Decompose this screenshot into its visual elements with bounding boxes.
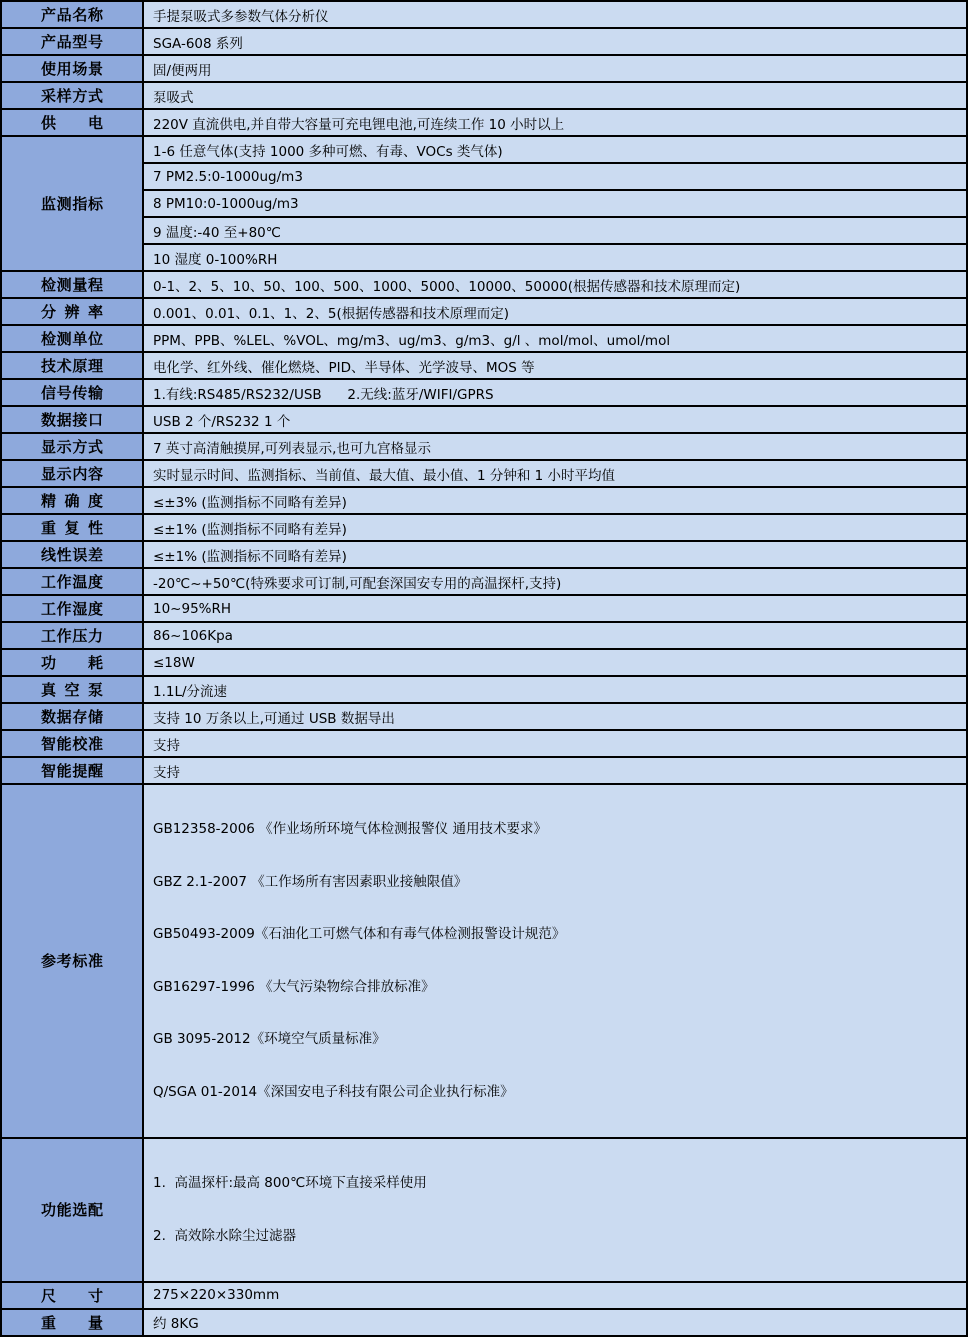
row-power-consumption xyxy=(1,649,967,676)
label-text: 精确度 xyxy=(41,492,103,510)
row-value: 支持 10 万条以上,可通过 USB 数据导出 xyxy=(143,703,967,730)
row-monitoring-indicator-2 xyxy=(1,163,967,190)
row-value: 固/便两用 xyxy=(143,55,967,82)
row-label xyxy=(1,703,143,730)
row-label xyxy=(1,568,143,595)
row-smart-reminder xyxy=(1,757,967,784)
row-value: USB 2 个/RS232 1 个 xyxy=(143,406,967,433)
row-data-storage xyxy=(1,703,967,730)
row-accuracy xyxy=(1,487,967,514)
row-power-supply xyxy=(1,109,967,136)
label-text: 智能校准 xyxy=(41,735,103,753)
label-text: 线性误差 xyxy=(41,546,103,564)
row-value: 手提泵吸式多参数气体分析仪 xyxy=(143,1,967,28)
row-label xyxy=(1,352,143,379)
row-label xyxy=(1,784,143,1138)
label-text: 参考标准 xyxy=(41,952,103,971)
reference-standard-line: GB50493-2009《石油化工可燃气体和有毒气体检测报警设计规范》 xyxy=(153,926,566,943)
row-detection-unit xyxy=(1,325,967,352)
row-repeatability xyxy=(1,514,967,541)
row-label xyxy=(1,514,143,541)
monitoring-indicator-5: 10 湿度 0-100%RH xyxy=(143,244,967,271)
row-value: 220V 直流供电,并自带大容量可充电锂电池,可连续工作 10 小时以上 xyxy=(143,109,967,136)
row-linearity-error xyxy=(1,541,967,568)
label-text: 数据存储 xyxy=(41,708,103,726)
row-value: -20℃~+50℃(特殊要求可订制,可配套深国安专用的高温探杆,支持) xyxy=(143,568,967,595)
label-text: 工作压力 xyxy=(41,627,103,645)
reference-standard-line: GB16297-1996 《大气污染物综合排放标准》 xyxy=(153,978,435,995)
label-text: 产品名称 xyxy=(41,6,103,24)
row-detection-range xyxy=(1,271,967,298)
row-optional-functions xyxy=(1,1138,967,1282)
label-text: 采样方式 xyxy=(41,87,103,105)
row-working-pressure xyxy=(1,622,967,649)
row-value: 实时显示时间、监测指标、当前值、最大值、最小值、1 分钟和 1 小时平均值 xyxy=(143,460,967,487)
row-label xyxy=(1,1282,143,1309)
row-display-mode xyxy=(1,433,967,460)
row-label xyxy=(1,487,143,514)
label-text: 显示内容 xyxy=(41,465,103,483)
row-value: ≤±1% (监测指标不同略有差异) xyxy=(143,541,967,568)
row-label xyxy=(1,28,143,55)
reference-standard-line: GB12358-2006 《作业场所环境气体检测报警仪 通用技术要求》 xyxy=(153,821,547,837)
row-value: ≤±1% (监测指标不同略有差异) xyxy=(143,514,967,541)
optional-function-line: 2. 高效除水除尘过滤器 xyxy=(153,1227,296,1244)
row-label xyxy=(1,433,143,460)
row-weight xyxy=(1,1309,967,1336)
row-value: 0.001、0.01、0.1、1、2、5(根据传感器和技术原理而定) xyxy=(143,298,967,325)
row-label xyxy=(1,541,143,568)
row-label xyxy=(1,622,143,649)
row-value: 泵吸式 xyxy=(143,82,967,109)
row-label xyxy=(1,55,143,82)
label-text: 功能选配 xyxy=(41,1201,103,1220)
row-value xyxy=(143,784,967,1138)
reference-standard-line: Q/SGA 01-2014《深国安电子科技有限公司企业执行标准》 xyxy=(153,1083,514,1100)
row-monitoring-indicator-3 xyxy=(1,190,967,217)
row-label xyxy=(1,379,143,406)
label-text: 检测量程 xyxy=(41,276,103,294)
label-text: 供电 xyxy=(41,114,103,132)
row-technical-principle xyxy=(1,352,967,379)
row-monitoring-indicator-5 xyxy=(1,244,967,271)
label-text: 尺寸 xyxy=(41,1286,103,1305)
row-data-interface xyxy=(1,406,967,433)
row-resolution xyxy=(1,298,967,325)
row-smart-calibration xyxy=(1,730,967,757)
row-monitoring-indicators xyxy=(1,136,967,163)
row-label xyxy=(1,82,143,109)
row-value: 支持 xyxy=(143,757,967,784)
row-value: ≤18W xyxy=(143,649,967,676)
row-label xyxy=(1,1138,143,1282)
label-text: 技术原理 xyxy=(41,357,103,375)
row-label xyxy=(1,271,143,298)
row-label xyxy=(1,649,143,676)
row-dimensions xyxy=(1,1282,967,1309)
row-working-temperature xyxy=(1,568,967,595)
monitoring-indicator-2: 7 PM2.5:0-1000ug/m3 xyxy=(143,163,967,190)
monitoring-indicator-1: 1-6 任意气体(支持 1000 多种可燃、有毒、VOCs 类气体) xyxy=(143,136,967,163)
row-product-model xyxy=(1,28,967,55)
row-value: ≤±3% (监测指标不同略有差异) xyxy=(143,487,967,514)
label-text: 产品型号 xyxy=(41,33,103,51)
monitoring-indicator-4: 9 温度:-40 至+80℃ xyxy=(143,217,967,244)
row-label xyxy=(1,1,143,28)
label-text: 工作温度 xyxy=(41,573,103,591)
reference-standard-line: GB 3095-2012《环境空气质量标准》 xyxy=(153,1031,386,1048)
row-label xyxy=(1,1309,143,1336)
label-text: 检测单位 xyxy=(41,330,103,348)
row-usage-scenario xyxy=(1,55,967,82)
reference-standard-line: GBZ 2.1-2007 《工作场所有害因素职业接触限值》 xyxy=(153,873,468,890)
row-monitoring-indicator-4 xyxy=(1,217,967,244)
row-label xyxy=(1,136,143,271)
row-value: 电化学、红外线、催化燃烧、PID、半导体、光学波导、MOS 等 xyxy=(143,352,967,379)
label-text: 重量 xyxy=(41,1313,103,1332)
row-label xyxy=(1,325,143,352)
monitoring-indicator-3: 8 PM10:0-1000ug/m3 xyxy=(143,190,967,217)
row-label xyxy=(1,595,143,622)
row-value xyxy=(143,1138,967,1282)
row-reference-standards xyxy=(1,784,967,1138)
label-text: 使用场景 xyxy=(41,60,103,78)
row-signal-transmission xyxy=(1,379,967,406)
label-text: 功耗 xyxy=(41,654,103,672)
row-label xyxy=(1,757,143,784)
row-value: 1.有线:RS485/RS232/USB 2.无线:蓝牙/WIFI/GPRS xyxy=(143,379,967,406)
label-text: 数据接口 xyxy=(41,411,103,429)
row-display-content xyxy=(1,460,967,487)
row-label xyxy=(1,460,143,487)
row-label xyxy=(1,676,143,703)
label-text: 真空泵 xyxy=(41,681,103,699)
row-label xyxy=(1,730,143,757)
row-value: 1.1L/分流速 xyxy=(143,676,967,703)
row-label xyxy=(1,406,143,433)
label-text: 显示方式 xyxy=(41,438,103,456)
label-text: 工作湿度 xyxy=(41,600,103,618)
row-sampling-method xyxy=(1,82,967,109)
row-value: 275×220×330mm xyxy=(143,1282,967,1309)
row-value: 0-1、2、5、10、50、100、500、1000、5000、10000、50000(根据传感器和技术原理而定) xyxy=(143,271,967,298)
row-value: 支持 xyxy=(143,730,967,757)
row-value: 约 8KG xyxy=(143,1309,967,1336)
row-value: 7 英寸高清触摸屏,可列表显示,也可九宫格显示 xyxy=(143,433,967,460)
row-vacuum-pump xyxy=(1,676,967,703)
row-label xyxy=(1,109,143,136)
row-value: PPM、PPB、%LEL、%VOL、mg/m3、ug/m3、g/m3、g/l 、mol/mol、umol/mol xyxy=(143,325,967,352)
row-value: 10~95%RH xyxy=(143,595,967,622)
optional-function-line: 1. 高温探杆:最高 800℃环境下直接采样使用 xyxy=(153,1174,427,1191)
label-text: 监测指标 xyxy=(41,195,103,213)
row-value: SGA-608 系列 xyxy=(143,28,967,55)
row-product-name xyxy=(1,1,967,28)
row-value: 86~106Kpa xyxy=(143,622,967,649)
label-text: 分辨率 xyxy=(41,303,103,321)
label-text: 重复性 xyxy=(41,519,103,537)
label-text: 信号传输 xyxy=(41,384,103,402)
label-text: 智能提醒 xyxy=(41,762,103,780)
row-label xyxy=(1,298,143,325)
row-working-humidity xyxy=(1,595,967,622)
